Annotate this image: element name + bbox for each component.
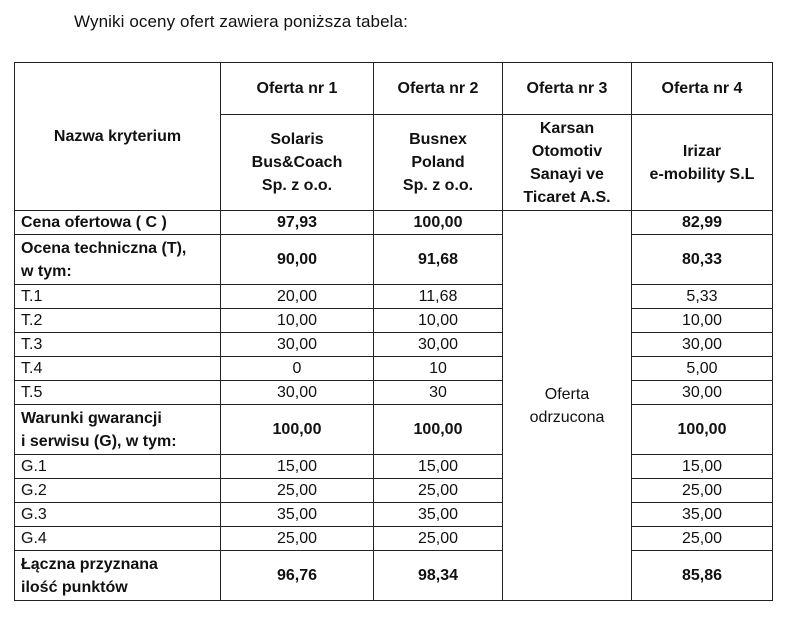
intro-text: Wyniki oceny ofert zawiera poniższa tabela: [74, 12, 408, 31]
cell-o1: 100,00 [221, 405, 374, 455]
row-label: Łączna przyznana ilość punktów [15, 551, 221, 601]
table-row [15, 235, 773, 285]
cell-o1: 90,00 [221, 235, 374, 285]
cell-o1: 0 [221, 357, 374, 381]
cell-o1: 30,00 [221, 381, 374, 405]
row-label: Ocena techniczna (T), w tym: [15, 235, 221, 285]
row-label: T.1 [15, 285, 221, 309]
cell-o4: 30,00 [632, 381, 773, 405]
cell-o1: 25,00 [221, 527, 374, 551]
row-label: T.5 [15, 381, 221, 405]
cell-o1: 10,00 [221, 309, 374, 333]
cell-o4: 30,00 [632, 333, 773, 357]
cell-o4: 80,33 [632, 235, 773, 285]
evaluation-table [14, 62, 773, 601]
cell-o1: 97,93 [221, 211, 374, 235]
row-label: T.2 [15, 309, 221, 333]
cell-o2: 35,00 [374, 503, 503, 527]
cell-o2: 25,00 [374, 527, 503, 551]
header-offer-4: Oferta nr 4 [632, 63, 773, 115]
table-row [15, 285, 773, 309]
cell-o1: 15,00 [221, 455, 374, 479]
table-row [15, 527, 773, 551]
cell-o1: 25,00 [221, 479, 374, 503]
cell-o1: 30,00 [221, 333, 374, 357]
cell-o2: 100,00 [374, 405, 503, 455]
header-offer-3: Oferta nr 3 [503, 63, 632, 115]
table-row [15, 357, 773, 381]
table-row [15, 381, 773, 405]
cell-o2: 100,00 [374, 211, 503, 235]
table-row [15, 405, 773, 455]
cell-o4: 100,00 [632, 405, 773, 455]
cell-o2: 30 [374, 381, 503, 405]
cell-o4: 25,00 [632, 527, 773, 551]
table-row [15, 211, 773, 235]
row-label: T.3 [15, 333, 221, 357]
row-label: T.4 [15, 357, 221, 381]
offer-name-1: Solaris Bus&Coach Sp. z o.o. [221, 115, 374, 211]
cell-o2: 98,34 [374, 551, 503, 601]
table-row [15, 479, 773, 503]
cell-o4: 5,33 [632, 285, 773, 309]
table-row [15, 309, 773, 333]
table-row [15, 455, 773, 479]
offer-3-rejected: Oferta odrzucona [503, 211, 632, 601]
header-row-labels [15, 63, 773, 115]
offer-name-4: Irizar e-mobility S.L [632, 115, 773, 211]
cell-o4: 15,00 [632, 455, 773, 479]
row-label: G.1 [15, 455, 221, 479]
cell-o2: 10 [374, 357, 503, 381]
header-offer-2: Oferta nr 2 [374, 63, 503, 115]
cell-o1: 35,00 [221, 503, 374, 527]
offer-name-3: Karsan Otomotiv Sanayi ve Ticaret A.S. [503, 115, 632, 211]
cell-o2: 25,00 [374, 479, 503, 503]
row-label: G.3 [15, 503, 221, 527]
cell-o2: 15,00 [374, 455, 503, 479]
header-criterion: Nazwa kryterium [15, 63, 221, 211]
table-row [15, 551, 773, 601]
row-label: G.2 [15, 479, 221, 503]
cell-o1: 20,00 [221, 285, 374, 309]
table-row [15, 333, 773, 357]
table-row [15, 503, 773, 527]
cell-o2: 10,00 [374, 309, 503, 333]
cell-o4: 82,99 [632, 211, 773, 235]
cell-o2: 30,00 [374, 333, 503, 357]
cell-o4: 25,00 [632, 479, 773, 503]
cell-o4: 5,00 [632, 357, 773, 381]
row-label: Warunki gwarancji i serwisu (G), w tym: [15, 405, 221, 455]
cell-o4: 35,00 [632, 503, 773, 527]
cell-o2: 91,68 [374, 235, 503, 285]
cell-o4: 10,00 [632, 309, 773, 333]
cell-o2: 11,68 [374, 285, 503, 309]
offer-name-2: Busnex Poland Sp. z o.o. [374, 115, 503, 211]
row-label: Cena ofertowa ( C ) [15, 211, 221, 235]
cell-o4: 85,86 [632, 551, 773, 601]
header-offer-1: Oferta nr 1 [221, 63, 374, 115]
cell-o1: 96,76 [221, 551, 374, 601]
row-label: G.4 [15, 527, 221, 551]
